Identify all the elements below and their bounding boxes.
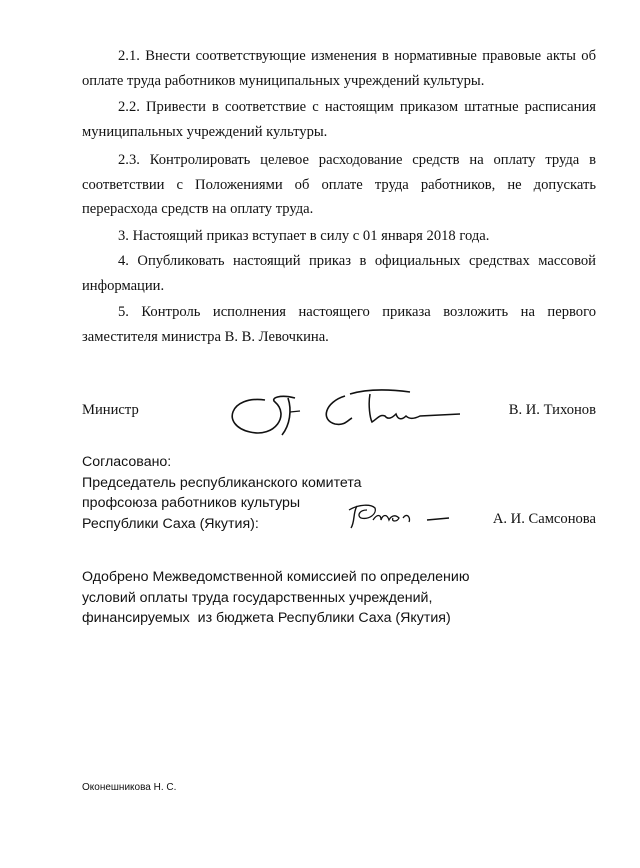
- agreed-signature: [345, 498, 455, 532]
- paragraph-4: 4. Опубликовать настоящий приказ в официальных средствах массовой информации.: [82, 253, 596, 294]
- executor-name: Оконешникова Н. С.: [82, 782, 177, 793]
- minister-signature: [220, 380, 470, 440]
- paragraph-2-2: 2.2. Привести в соответствие с настоящим приказом штатные расписания муниципальных учреждений культуры.: [82, 99, 596, 140]
- minister-title: Министр: [82, 402, 139, 418]
- agreed-line: профсоюза работников культуры: [82, 495, 301, 511]
- agreed-line: Председатель республиканского комитета: [82, 474, 362, 491]
- agreed-line: Республики Саха (Якутия):: [82, 515, 259, 532]
- minister-name: В. И. Тихонов: [508, 402, 596, 418]
- paragraph-2-3: 2.3. Контролировать целевое расходование средств на оплату труда в соответствии с Положениями об оплате труда работников, не допускать перерасхода средств на оплату труда.: [82, 152, 596, 217]
- agreed-line: Согласовано:: [82, 454, 172, 470]
- paragraph-2-1: 2.1. Внести соответствующие изменения в нормативные правовые акты об оплате труда работников муниципальных учреждений культуры.: [82, 48, 596, 89]
- approved-line: условий оплаты труда государственных учреждений,: [82, 589, 433, 606]
- approved-line: финансируемых из бюджета Республики Саха (Якутия): [82, 610, 451, 626]
- agreed-name: А. И. Самсонова: [492, 511, 596, 527]
- approved-block: [82, 567, 502, 629]
- approved-line: Одобрено Межведомственной комиссией по определению: [82, 569, 470, 585]
- paragraph-5: 5. Контроль исполнения настоящего приказа возложить на первого заместителя министра В. В. Левочкина.: [82, 304, 596, 345]
- paragraph-3: 3. Настоящий приказ вступает в силу с 01 января 2018 года.: [118, 228, 490, 244]
